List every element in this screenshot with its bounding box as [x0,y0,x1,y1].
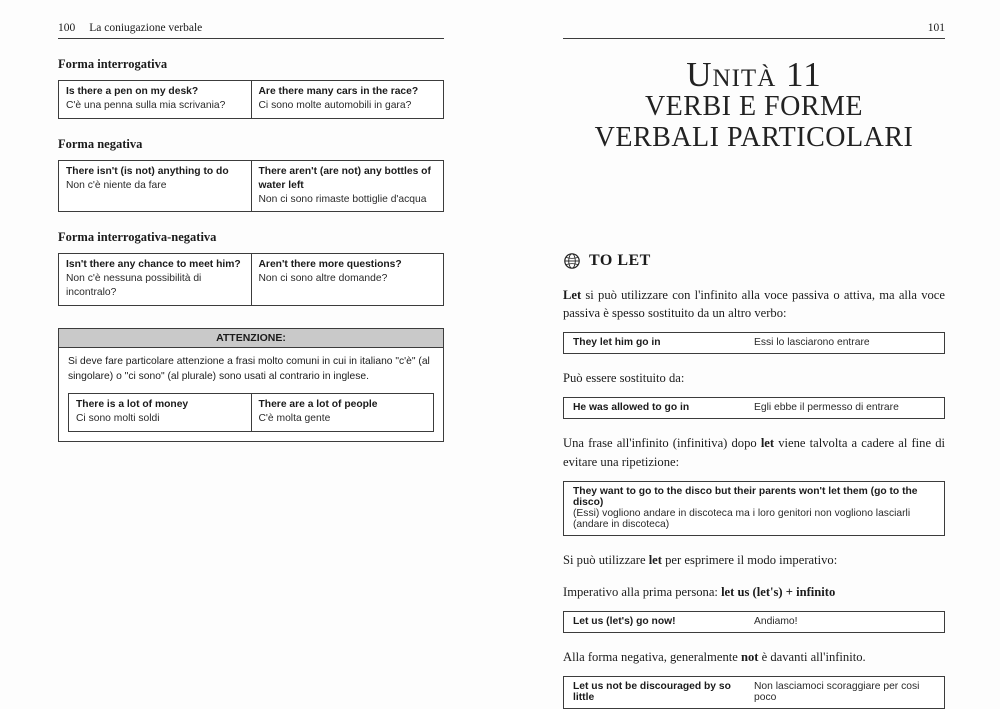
english-line: Is there a pen on my desk? [66,86,199,97]
english-line: Aren't there more questions? [258,259,402,271]
example-box-1 [563,332,945,354]
example-table-negativa [58,160,444,213]
english-line: They want to go to the disco but their parents won't let them (go to the disco) [573,486,918,509]
unit-title-line-1: VERBI E FORME [644,91,864,122]
italian-line: Non c'è niente da fare [66,179,167,191]
paragraph-6: Alla forma negativa, generalmente not è davanti all'infinito. [563,649,866,664]
italian-line: Essi lo lasciarono entrare [754,337,870,349]
example-box-2 [563,397,945,419]
paragraph-3: Una frase all'infinito (infinitiva) dopo let viene talvolta a cadere al fine di evitare una ripetizione: [563,436,946,470]
example-cell [251,81,444,118]
attention-box [58,328,444,442]
english-line: There isn't (is not) anything to do [66,165,229,177]
left-page [58,22,444,442]
italian-line: Egli ebbe il permesso di entrare [754,402,899,414]
example-cell [59,81,251,118]
paragraph-2: Può essere sostituito da: [563,371,685,386]
english-line: Let us (let's) go now! [573,615,676,627]
english-line: There is a lot of money [76,398,189,410]
italian-line: Ci sono molte automobili in gara? [258,99,412,111]
right-page [563,22,945,709]
left-page-number: 100 [58,22,76,34]
italian-line: Non ci sono rimaste bottiglie d'acqua [258,193,427,205]
example-box-4 [563,611,945,633]
english-line: There aren't (are not) any bottles of water left [258,165,431,191]
example-box-5 [563,676,945,709]
example-cell [59,161,251,212]
to-let-heading [563,252,945,270]
attention-example-table [68,393,434,432]
example-cell [251,254,444,305]
english-line: Are there many cars in the race? [258,86,419,97]
right-running-head [563,22,945,39]
example-cell [69,394,251,431]
example-cell [251,394,434,431]
left-header-title: La coniugazione verbale [89,22,203,34]
italian-line: (Essi) vogliono andare in discoteca ma i loro genitori non vogliono lasciarli (andare in discoteca) [573,508,911,531]
section-heading-negativa: Forma negativa [58,136,143,151]
unit-title [563,57,945,154]
left-running-head [58,22,444,39]
english-line: They let him go in [573,337,661,349]
italian-line: Andiamo! [754,615,798,627]
right-page-number: 101 [927,22,945,34]
english-line: He was allowed to go in [573,402,690,414]
italian-line: Non lasciamoci scoraggiare per cosi poco [754,680,920,703]
paragraph-5: Imperativo alla prima persona: let us (let's) + infinito [563,584,836,599]
example-table-interrogativa [58,80,444,119]
example-cell [59,254,251,305]
to-let-label: TO LET [589,251,651,269]
italian-line: C'è una penna sulla mia scrivania? [66,99,226,111]
attention-title: ATTENZIONE: [59,329,443,348]
example-table-interrogativa-negativa [58,253,444,306]
unit-label: Unità 11 [686,55,822,94]
example-cell [251,161,444,212]
example-box-3 [563,481,945,536]
english-line: There are a lot of people [258,398,378,410]
italian-line: C'è molta gente [258,412,331,424]
paragraph-4: Si può utilizzare let per esprimere il modo imperativo: [563,553,838,568]
section-heading-interrogativa: Forma interrogativa [58,57,168,71]
globe-icon [563,252,581,270]
italian-line: Ci sono molti soldi [76,412,160,424]
italian-line: Non c'è nessuna possibilità di incontralo? [66,273,202,299]
unit-title-line-2: VERBALI PARTICOLARI [594,121,914,153]
italian-line: Non ci sono altre domande? [258,273,388,285]
attention-body: Si deve fare particolare attenzione a frasi molto comuni in cui in italiano "c'è" (al singolare) o "ci sono" (al plurale) sono usati al contrario in inglese. [68,356,430,383]
english-line: Let us not be discouraged by so little [573,680,731,703]
paragraph-1: Let si può utilizzare con l'infinito alla voce passiva o attiva, ma alla voce passiva è spesso sostituito da un altro verbo: [563,287,945,321]
section-heading-interrogativa-negativa: Forma interrogativa-negativa [58,230,217,245]
english-line: Isn't there any chance to meet him? [66,259,241,271]
